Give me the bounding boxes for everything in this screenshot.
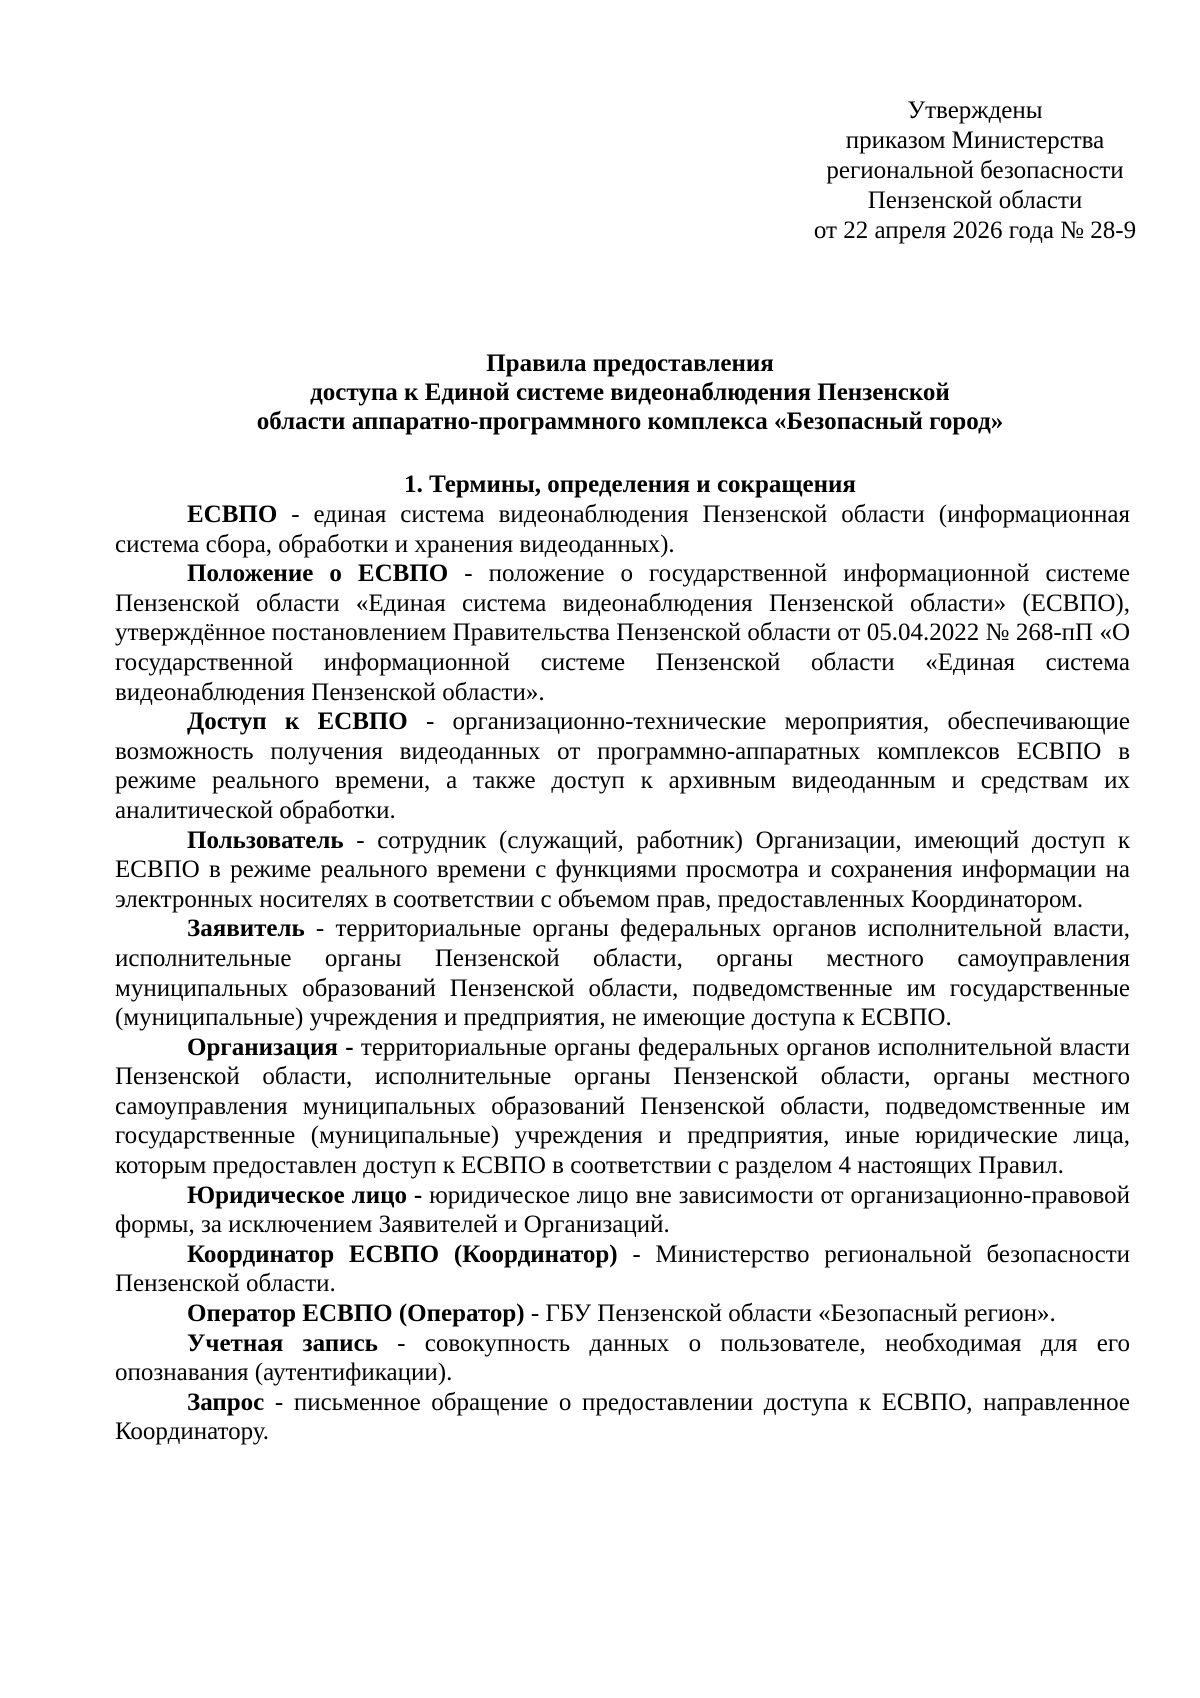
definition-term: Пользователь: [187, 826, 344, 854]
definition-text: положение о государственной информационной системе Пензенской области «Единая система видеонаблюдения Пензенской области» (ЕСВПО), утверждённое постановлением Правительства Пензенской области от 05.04.2022 № 268-пП «О государственной информационной системе Пензенской области «Единая система видеонаблюдения Пензенской области».: [115, 560, 1130, 706]
definition-separator: -: [277, 501, 314, 528]
definition-text: территориальные органы федеральных органов исполнительной власти, исполнительные органы Пензенской области, органы местного самоуправления муниципальных образований Пензенской области, подведомственные им государственные (муниципальные) учреждения и предприятия, не имеющие доступа к ЕСВПО.: [115, 915, 1130, 1032]
definition-term: Координатор ЕСВПО (Координатор): [187, 1240, 618, 1268]
definition-text: организационно-технические мероприятия, обеспечивающие возможность получения видеоданных от программно-аппаратных комплексов ЕСВПО в режиме реального времени, а также доступ к архивным видеоданным и средствам их аналитической обработки.: [115, 708, 1130, 824]
definition-text: ГБУ Пензенской области «Безопасный регион».: [545, 1300, 1056, 1328]
definition-separator: -: [377, 1329, 425, 1357]
definition-separator: -: [264, 1388, 294, 1416]
approval-date-line: от 22 апреля 2026 года № 28-9: [813, 217, 1137, 244]
title-line: доступа к Единой системе видеонаблюдения Пензенской: [310, 379, 950, 406]
approval-line: региональной безопасности: [826, 157, 1124, 184]
definition-separator: -: [343, 826, 378, 854]
definition-term: Доступ к ЕСВПО: [187, 708, 408, 736]
definition-text: Министерство региональной безопасности Пензенской области.: [115, 1240, 1131, 1298]
definition-text: сотрудник (служащий, работник) Организации, имеющий доступ к ЕСВПО в режиме реального времени с функциями просмотра и сохранения информации на электронных носителях в соответствии с объемом прав, предоставленных Координатором.: [115, 826, 1130, 913]
definition-term: Организация -: [187, 1033, 354, 1061]
definition-paragraph: [115, 707, 1130, 825]
definition-paragraph: [115, 1299, 1130, 1329]
definition-text: письменное обращение о предоставлении доступа к ЕСВПО, направленное Координатору.: [115, 1388, 1130, 1446]
definition-paragraph: [115, 1181, 1130, 1240]
definition-paragraph: [115, 1388, 1130, 1447]
approval-line: Утверждены: [907, 97, 1043, 124]
definition-term: Юридическое лицо -: [187, 1181, 423, 1209]
title-line: Правила предоставления: [486, 350, 774, 377]
section-heading: 1. Термины, определения и сокращения: [404, 471, 856, 498]
approval-block: [740, 96, 1200, 246]
definition-paragraph: [115, 500, 1130, 559]
definition-separator: -: [304, 915, 336, 943]
definition-separator: [354, 1034, 361, 1061]
definition-separator: -: [524, 1300, 546, 1328]
definitions-list: [115, 500, 1130, 1447]
definition-paragraph: [115, 914, 1130, 1032]
definition-separator: -: [407, 708, 453, 736]
definition-term: Положение о ЕСВПО: [187, 560, 449, 588]
definition-paragraph: [115, 1329, 1130, 1388]
document-title: [115, 349, 1145, 436]
definition-separator: -: [617, 1240, 656, 1268]
definition-term: Учетная запись: [187, 1329, 378, 1357]
definition-text: территориальные органы федеральных органов исполнительной власти Пензенской области, исполнительные органы Пензенской области, органы местного самоуправления муниципальных образований Пензенской области, подведомственные им государственные (муниципальные) учреждения и предприятия, иные юридические лица, которым предоставлен доступ к ЕСВПО в соответствии с разделом 4 настоящих Правил.: [115, 1033, 1131, 1180]
definition-separator: -: [448, 560, 489, 588]
definition-term: ЕСВПО: [187, 501, 278, 528]
approval-line: Пензенской области: [867, 187, 1083, 214]
definition-term: Оператор ЕСВПО (Оператор): [187, 1300, 525, 1328]
definition-text: единая система видеонаблюдения Пензенской области (информационная система сбора, обработки и хранения видеоданных).: [115, 501, 1131, 558]
definition-term: Заявитель: [187, 915, 305, 943]
definition-term: Запрос: [187, 1388, 265, 1416]
definition-text: совокупность данных о пользователе, необходимая для его опознавания (аутентификации).: [115, 1329, 1130, 1387]
definition-paragraph: [115, 1033, 1130, 1181]
definition-paragraph: [115, 1240, 1130, 1299]
definition-text: юридическое лицо вне зависимости от организационно-правовой формы, за исключением Заявителей и Организаций.: [115, 1181, 1130, 1239]
definition-paragraph: [115, 559, 1130, 707]
title-line: области аппаратно-программного комплекса «Безопасный город»: [256, 408, 1004, 435]
definition-paragraph: [115, 826, 1130, 915]
approval-line: приказом Министерства: [845, 127, 1105, 154]
